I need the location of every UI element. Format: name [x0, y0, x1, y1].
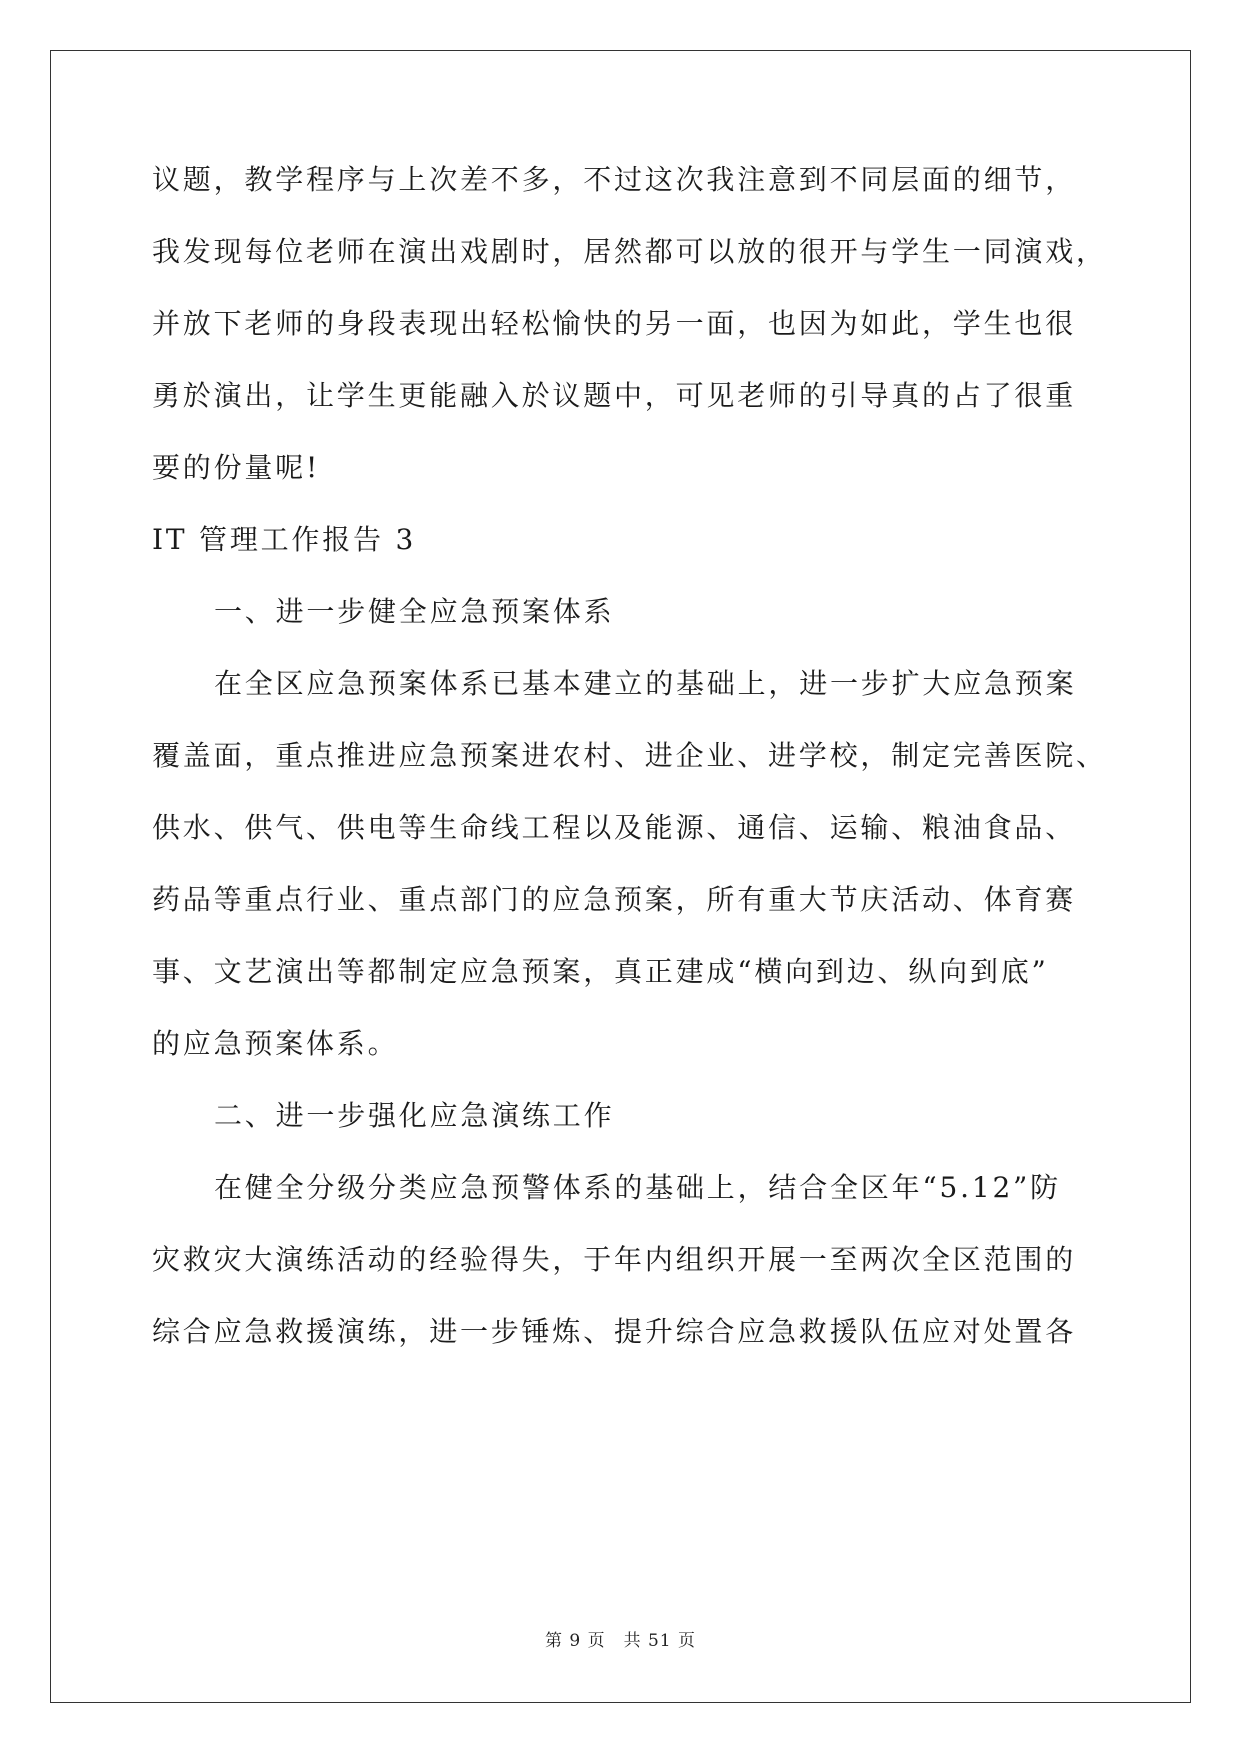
- paragraph-line: 灾救灾大演练活动的经验得失，于年内组织开展一至两次全区范围的: [152, 1243, 1077, 1276]
- paragraph-line: 事、文艺演出等都制定应急预案，真正建成“横向到边、纵向到底”: [152, 955, 1049, 988]
- paragraph-line: 议题，教学程序与上次差不多，不过这次我注意到不同层面的细节，: [152, 163, 1077, 196]
- paragraph-line: 覆盖面，重点推进应急预案进农村、进企业、进学校，制定完善医院、: [152, 739, 1107, 772]
- page-frame: [50, 50, 1191, 1703]
- paragraph-line: 勇於演出，让学生更能融入於议题中，可见老师的引导真的占了很重: [152, 379, 1077, 412]
- paragraph-line: 并放下老师的身段表现出轻松愉快的另一面，也因为如此，学生也很: [152, 307, 1077, 340]
- paragraph-line: 的应急预案体系。: [152, 1027, 399, 1060]
- heading-1: 一、进一步健全应急预案体系: [214, 595, 615, 628]
- paragraph-line: 综合应急救援演练，进一步锤炼、提升综合应急救援队伍应对处置各: [152, 1315, 1077, 1348]
- paragraph-line: 在健全分级分类应急预警体系的基础上，结合全区年“5.12”防: [214, 1171, 1061, 1204]
- paragraph-line: 在全区应急预案体系已基本建立的基础上，进一步扩大应急预案: [214, 667, 1077, 700]
- paragraph-line: 药品等重点行业、重点部门的应急预案，所有重大节庆活动、体育赛: [152, 883, 1077, 916]
- page-total: 共 51 页: [623, 1631, 697, 1651]
- paragraph-line: 供水、供气、供电等生命线工程以及能源、通信、运输、粮油食品、: [152, 811, 1077, 844]
- section-title: IT 管理工作报告 3: [152, 523, 417, 556]
- page-footer: [0, 1626, 1241, 1651]
- page-number: 第 9 页: [544, 1631, 606, 1651]
- paragraph-line: 我发现每位老师在演出戏剧时，居然都可以放的很开与学生一同演戏，: [152, 235, 1107, 268]
- heading-2: 二、进一步强化应急演练工作: [214, 1099, 615, 1132]
- paragraph-line: 要的份量呢!: [152, 451, 321, 484]
